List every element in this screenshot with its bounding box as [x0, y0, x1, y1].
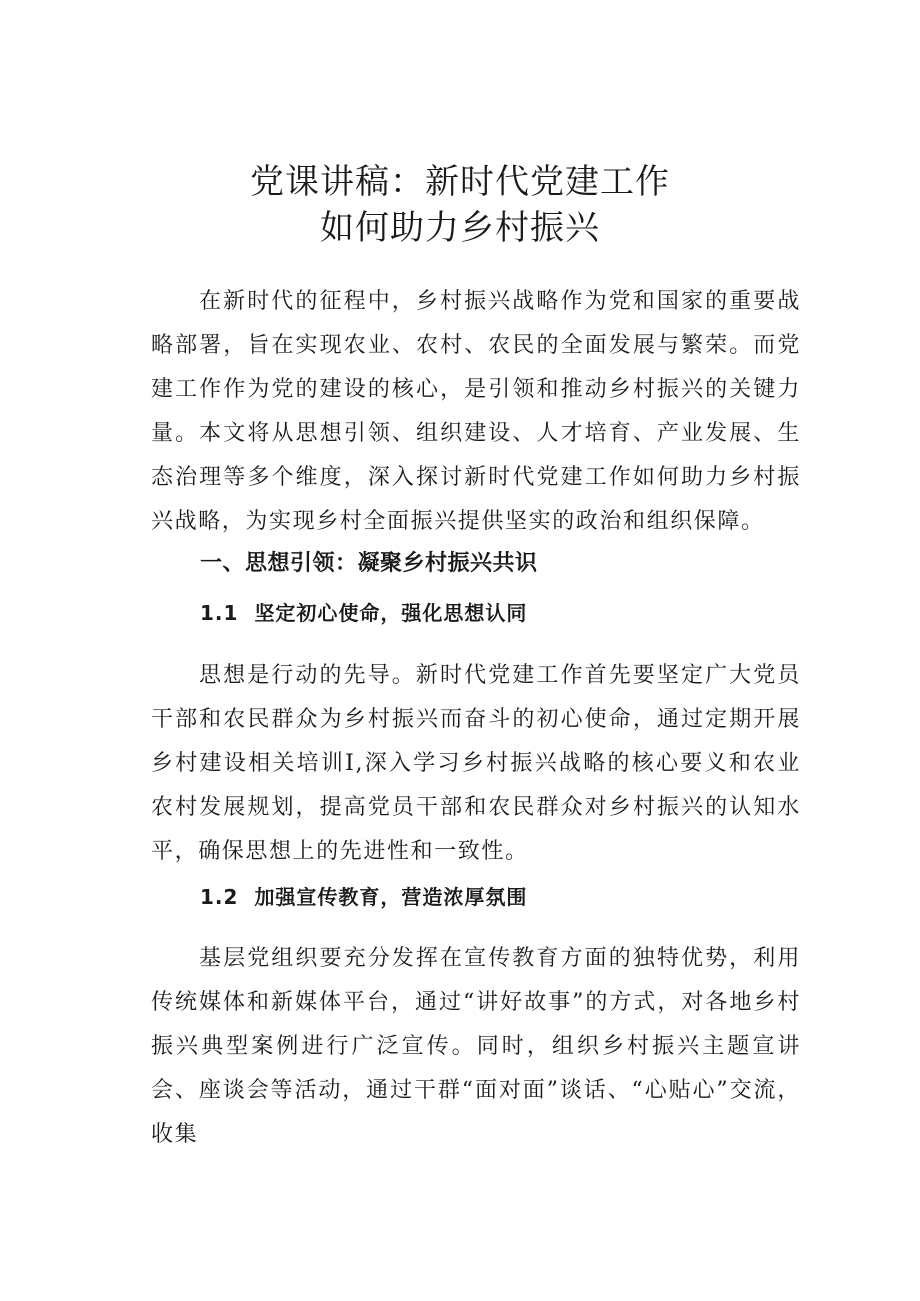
subsection-1-2-number: 1.2 [200, 885, 239, 909]
subsection-1-1-heading [200, 598, 527, 628]
subsection-1-2-title: 加强宣传教育，营造浓厚氛围 [254, 885, 528, 909]
subsection-1-1-number: 1.1 [200, 601, 239, 625]
intro-paragraph: 在新时代的征程中，乡村振兴战略作为党和国家的重要战略部署，旨在实现农业、农村、农民的全面发展与繁荣。而党建工作作为党的建设的核心，是引领和推动乡村振兴的关键力量。本文将从思想引领、组织建设、人才培育、产业发展、生态治理等多个维度，深入探讨新时代党建工作如何助力乡村振兴战略，为实现乡村全面振兴提供坚实的政治和组织保障。 [151, 289, 801, 534]
document-title-line-2: 如何助力乡村振兴 [320, 208, 600, 248]
subsection-1-1-title: 坚定初心使命，强化思想认同 [254, 601, 528, 625]
subsection-1-1-paragraph: 思想是行动的先导。新时代党建工作首先要坚定广大党员干部和农民群众为乡村振兴而奋斗的初心使命，通过定期开展乡村建设相关培训I,深入学习乡村振兴战略的核心要义和农业农村发展规划，提高党员干部和农民群众对乡村振兴的认知水平，确保思想上的先进性和一致性。 [151, 663, 801, 864]
subsection-1-2-paragraph: 基层党组织要充分发挥在宣传教育方面的独特优势，利用传统媒体和新媒体平台，通过“讲好故事”的方式，对各地乡村振兴典型案例进行广泛宣传。同时，组织乡村振兴主题宣讲会、座谈会等活动，通过干群“面对面”谈话、“心贴心”交流，收集 [151, 946, 801, 1147]
subsection-1-2-heading [200, 882, 527, 912]
section-1-heading: 一、思想引领：凝聚乡村振兴共识 [200, 551, 538, 576]
document-title-line-1: 党课讲稿：新时代党建工作 [250, 162, 670, 202]
